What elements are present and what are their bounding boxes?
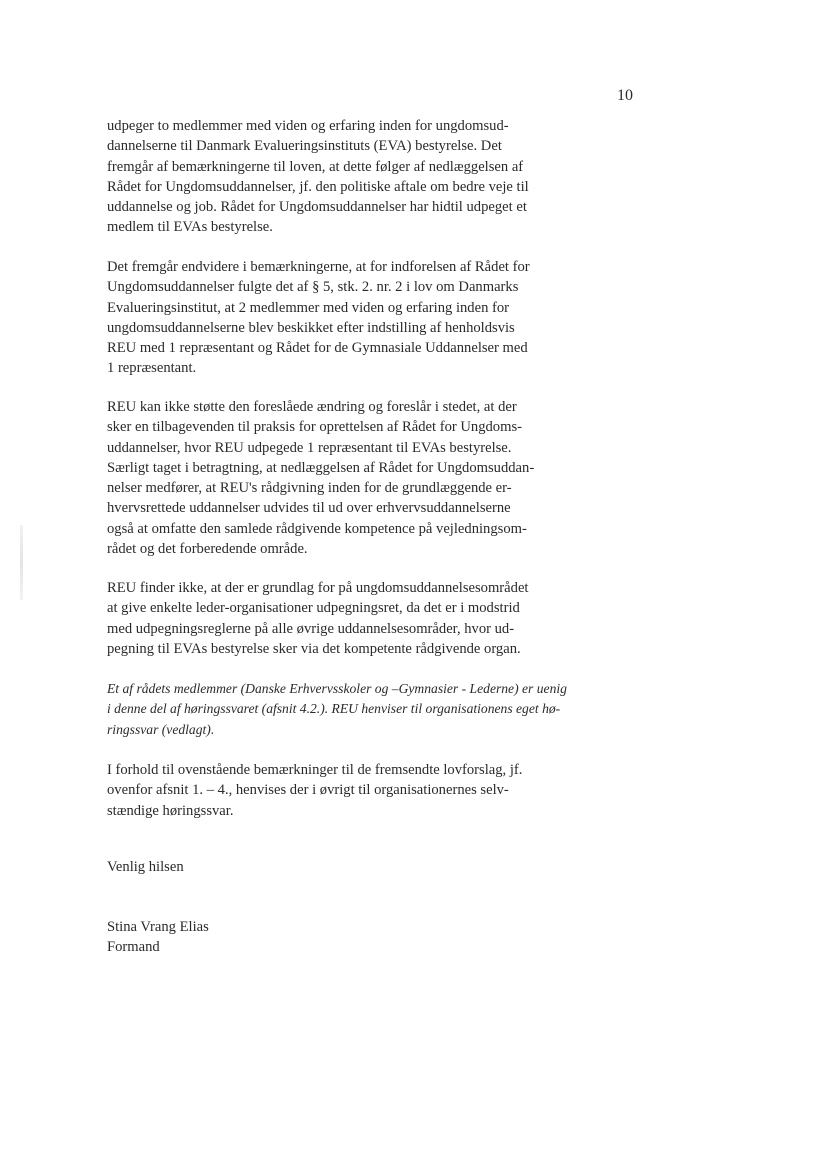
text-line: Ungdomsuddannelser fulgte det af § 5, stk. 2. nr. 2 i lov om Danmarks	[107, 279, 519, 296]
text-line: at give enkelte leder-organisationer udpegningsret, da det er i modstrid	[107, 600, 520, 617]
text-line: Det fremgår endvidere i bemærkningerne, at for indforelsen af Rådet for	[107, 259, 530, 275]
text-line: REU finder ikke, at der er grundlag for på ungdomsuddannelsesområdet	[107, 580, 529, 596]
closing	[107, 857, 184, 877]
text-line: i denne del af høringssvaret (afsnit 4.2.). REU henviser til organisationens eget hø-	[107, 701, 561, 717]
paragraph-2	[107, 257, 530, 379]
text-line: uddannelse og job. Rådet for Ungdomsuddannelser har hidtil udpeget et	[107, 199, 527, 216]
text-line: 1 repræsentant.	[107, 360, 197, 377]
text-line: Særligt taget i betragtning, at nedlæggelsen af Rådet for Ungdomsuddan-	[107, 459, 535, 476]
signatory-title: Formand	[107, 939, 160, 956]
text-line: hvervsrettede uddannelser udvides til ud over erhvervsuddannelserne	[107, 500, 511, 517]
text-line: Evalueringsinstitut, at 2 medlemmer med viden og erfaring inden for	[107, 299, 510, 316]
text-line: udpeger to medlemmer med viden og erfaring inden for ungdomsud-	[107, 118, 509, 134]
closing-greeting: Venlig hilsen	[107, 859, 184, 875]
paragraph-6	[107, 760, 522, 821]
paragraph-3	[107, 397, 534, 559]
text-line: pegning til EVAs bestyrelse sker via det kompetente rådgivende organ.	[107, 640, 521, 657]
text-line: stændige høringssvar.	[107, 802, 234, 819]
signatory-name: Stina Vrang Elias	[107, 919, 209, 935]
text-line: Et af rådets medlemmer (Danske Erhvervsskoler og –Gymnasier - Lederne) er uenig	[107, 681, 567, 696]
text-line: Rådet for Ungdomsuddannelser, jf. den politiske aftale om bedre veje til	[107, 178, 529, 195]
text-line: ovenfor afsnit 1. – 4., henvises der i øvrigt til organisationernes selv-	[107, 782, 509, 799]
paragraph-4	[107, 578, 528, 659]
text-line: fremgår af bemærkningerne til loven, at dette følger af nedlæggelsen af	[107, 158, 524, 175]
text-line: REU kan ikke støtte den foreslåede ændring og foreslår i stedet, at der	[107, 399, 517, 415]
text-line: ringssvar (vedlagt).	[107, 721, 215, 737]
text-line: I forhold til ovenstående bemærkninger til de fremsendte lovforslag, jf.	[107, 762, 523, 778]
text-line: ungdomsuddannelserne blev beskikket efter indstilling af henholdsvis	[107, 319, 515, 336]
text-line: REU med 1 repræsentant og Rådet for de Gymnasiale Uddannelser med	[107, 340, 528, 357]
text-line: medlem til EVAs bestyrelse.	[107, 219, 273, 236]
text-line: rådet og det forberedende område.	[107, 541, 308, 558]
text-line: dannelserne til Danmark Evalueringsinstituts (EVA) bestyrelse. Det	[107, 138, 502, 155]
page-number: 10	[617, 87, 633, 104]
text-line: sker en tilbagevenden til praksis for oprettelsen af Rådet for Ungdoms-	[107, 419, 522, 436]
text-line: uddannelser, hvor REU udpegede 1 repræsentant til EVAs bestyrelse.	[107, 439, 512, 456]
margin-scan-mark	[20, 525, 23, 600]
text-line: nelser medfører, at REU's rådgivning inden for de grundlæggende er-	[107, 480, 512, 497]
text-line: med udpegningsreglerne på alle øvrige uddannelsesområder, hvor ud-	[107, 620, 515, 637]
text-line: også at omfatte den samlede rådgivende kompetence på vejledningsom-	[107, 520, 527, 537]
paragraph-1	[107, 116, 529, 238]
signature-block	[107, 917, 209, 958]
paragraph-5-dissent-note	[107, 679, 567, 740]
